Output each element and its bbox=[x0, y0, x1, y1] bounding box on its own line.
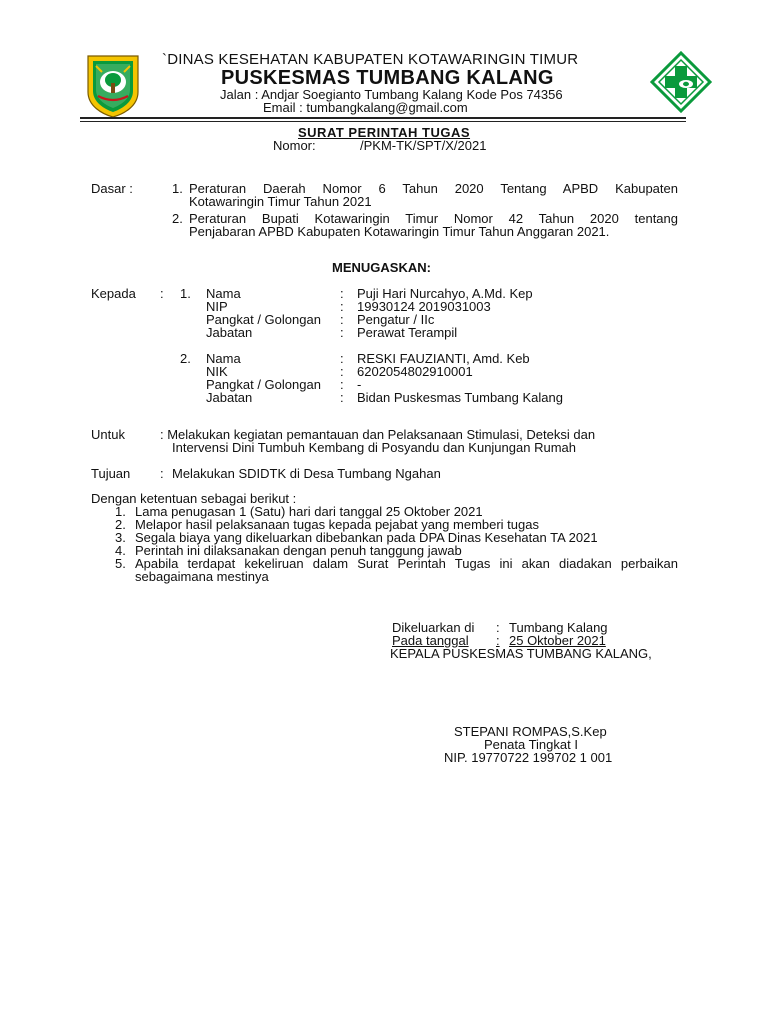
signer-name: STEPANI ROMPAS,S.Kep bbox=[454, 724, 607, 739]
ketentuan-item-number: 1. bbox=[115, 504, 126, 519]
ketentuan-item-text: Lama penugasan 1 (Satu) hari dari tanggal 25 Oktober 2021 bbox=[135, 504, 483, 519]
tujuan-text: Melakukan SDIDTK di Desa Tumbang Ngahan bbox=[172, 466, 441, 481]
puskesmas-name: PUSKESMAS TUMBANG KALANG bbox=[221, 67, 554, 89]
dasar-item-text: Penjabaran APBD Kabupaten Kotawaringin Timur Tahun Anggaran 2021. bbox=[189, 224, 610, 239]
untuk-label: Untuk bbox=[91, 427, 125, 442]
person-field-colon: : bbox=[340, 351, 344, 366]
menugaskan-heading: MENUGASKAN: bbox=[332, 260, 431, 275]
person-field-label: NIP bbox=[206, 299, 228, 314]
dasar-label: Dasar : bbox=[91, 181, 133, 196]
ketentuan-item-number: 2. bbox=[115, 517, 126, 532]
puskesmas-logo-icon bbox=[650, 51, 712, 113]
ketentuan-item-text: Segala biaya yang dikeluarkan dibebankan pada DPA Dinas Kesehatan TA 2021 bbox=[135, 530, 598, 545]
ketentuan-item-number: 5. bbox=[115, 556, 126, 571]
person-number: 2. bbox=[180, 351, 191, 366]
regency-emblem-icon bbox=[84, 52, 142, 118]
dasar-item-text: Peraturan Daerah Nomor 6 Tahun 2020 Tentang APBD Kabupaten bbox=[189, 181, 678, 196]
dasar-item-number: 1. bbox=[172, 181, 183, 196]
person-field-value: RESKI FAUZIANTI, Amd. Keb bbox=[357, 351, 530, 366]
person-field-colon: : bbox=[340, 390, 344, 405]
ketentuan-item-text: Perintah ini dilaksanakan dengan penuh tanggung jawab bbox=[135, 543, 462, 558]
issued-place: Tumbang Kalang bbox=[509, 620, 608, 635]
number-label: Nomor: bbox=[273, 138, 316, 153]
ketentuan-item-text: Apabila terdapat kekeliruan dalam Surat Perintah Tugas ini akan diadakan perbaikan bbox=[135, 556, 678, 571]
agency-name: `DINAS KESEHATAN KABUPATEN KOTAWARINGIN TIMUR bbox=[162, 51, 579, 68]
letterhead-rule-thin bbox=[80, 121, 686, 122]
issued-colon: : bbox=[496, 620, 500, 635]
signer-nip: NIP. 19770722 199702 1 001 bbox=[444, 750, 613, 765]
date-colon: : bbox=[496, 633, 500, 648]
signer-position: KEPALA PUSKESMAS TUMBANG KALANG, bbox=[390, 646, 652, 661]
signer-rank: Penata Tingkat I bbox=[484, 737, 578, 752]
email: Email : tumbangkalang@gmail.com bbox=[263, 100, 468, 115]
tujuan-label: Tujuan bbox=[91, 466, 131, 481]
person-field-value: - bbox=[357, 377, 362, 392]
untuk-text: Intervensi Dini Tumbuh Kembang di Posyandu dan Kunjungan Rumah bbox=[172, 440, 576, 455]
person-number: 1. bbox=[180, 286, 191, 301]
person-field-label: Pangkat / Golongan bbox=[206, 312, 321, 327]
dasar-item-text: Kotawaringin Timur Tahun 2021 bbox=[189, 194, 372, 209]
untuk-text: : Melakukan kegiatan pemantauan dan Pelaksanaan Stimulasi, Deteksi dan bbox=[160, 427, 596, 442]
person-field-colon: : bbox=[340, 312, 344, 327]
person-field-colon: : bbox=[340, 364, 344, 379]
issued-date: 25 Oktober 2021 bbox=[509, 633, 606, 648]
ketentuan-item-text: sebagaimana mestinya bbox=[135, 569, 269, 584]
person-field-label: Jabatan bbox=[206, 325, 253, 340]
address: Jalan : Andjar Soegianto Tumbang Kalang Kode Pos 74356 bbox=[220, 87, 563, 102]
person-field-label: Nama bbox=[206, 286, 241, 301]
person-field-colon: : bbox=[340, 299, 344, 314]
person-field-value: Perawat Terampil bbox=[357, 325, 458, 340]
number-value: /PKM-TK/SPT/X/2021 bbox=[360, 138, 487, 153]
ketentuan-item-number: 4. bbox=[115, 543, 126, 558]
person-field-colon: : bbox=[340, 286, 344, 301]
person-field-value: 6202054802910001 bbox=[357, 364, 473, 379]
person-field-label: Nama bbox=[206, 351, 241, 366]
dasar-item-number: 2. bbox=[172, 211, 183, 226]
person-field-colon: : bbox=[340, 377, 344, 392]
date-label: Pada tanggal bbox=[392, 633, 469, 648]
letterhead-rule-thick bbox=[80, 117, 686, 119]
document-title: SURAT PERINTAH TUGAS bbox=[298, 125, 471, 140]
person-field-value: 19930124 2019031003 bbox=[357, 299, 491, 314]
ketentuan-item-number: 3. bbox=[115, 530, 126, 545]
person-field-colon: : bbox=[340, 325, 344, 340]
person-field-value: Bidan Puskesmas Tumbang Kalang bbox=[357, 390, 563, 405]
person-field-label: NIK bbox=[206, 364, 228, 379]
ketentuan-intro: Dengan ketentuan sebagai berikut : bbox=[91, 491, 297, 506]
issued-label: Dikeluarkan di bbox=[392, 620, 475, 635]
dasar-item-text: Peraturan Bupati Kotawaringin Timur Nomor 42 Tahun 2020 tentang bbox=[189, 211, 678, 226]
person-field-value: Pengatur / IIc bbox=[357, 312, 435, 327]
kepada-label: Kepada bbox=[91, 286, 136, 301]
kepada-colon: : bbox=[160, 286, 164, 301]
person-field-value: Puji Hari Nurcahyo, A.Md. Kep bbox=[357, 286, 533, 301]
tujuan-colon: : bbox=[160, 466, 164, 481]
person-field-label: Jabatan bbox=[206, 390, 253, 405]
ketentuan-item-text: Melapor hasil pelaksanaan tugas kepada pejabat yang memberi tugas bbox=[135, 517, 539, 532]
person-field-label: Pangkat / Golongan bbox=[206, 377, 321, 392]
